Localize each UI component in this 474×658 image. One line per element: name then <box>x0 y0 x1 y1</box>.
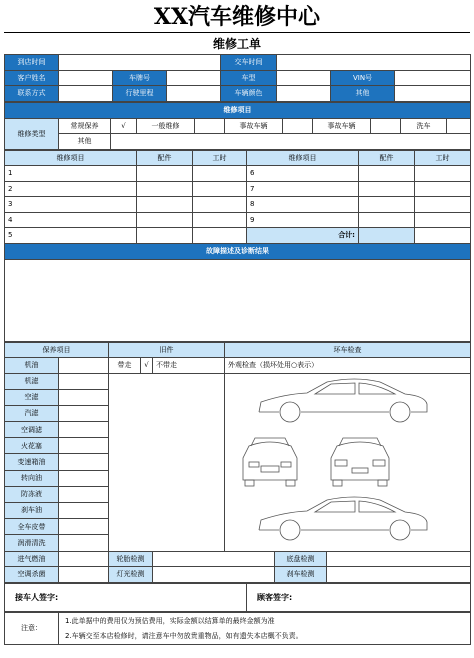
color-label: 车辆颜色 <box>221 86 277 102</box>
maint-check[interactable] <box>59 389 109 405</box>
repair-type-table <box>4 102 471 150</box>
row-number[interactable]: 6 <box>247 166 359 182</box>
car-side-icon <box>259 379 427 422</box>
maint-item: 刹车油 <box>5 502 59 518</box>
table-row <box>5 212 471 228</box>
maint-item: 火花塞 <box>5 438 59 454</box>
maint-check[interactable] <box>59 519 109 535</box>
car-side-icon <box>259 497 427 540</box>
cell[interactable] <box>359 197 415 213</box>
notes-label: 注意： <box>5 612 59 644</box>
hours-header-right: 工时 <box>415 150 471 166</box>
maint-item: 空调杀菌 <box>5 567 59 583</box>
mileage-label: 行驶里程 <box>113 86 167 102</box>
notes-table <box>4 612 471 645</box>
check-chassis-field[interactable] <box>327 551 471 567</box>
maint-item: 变速箱油 <box>5 454 59 470</box>
plate-field[interactable] <box>167 70 221 86</box>
customer-name-field[interactable] <box>59 70 113 86</box>
color-field[interactable] <box>277 86 331 102</box>
cell[interactable] <box>137 166 193 182</box>
page-title: XX汽车维修中心 <box>153 4 321 30</box>
maint-check[interactable] <box>59 551 109 567</box>
type-general-repair: 一般维修 <box>137 118 195 134</box>
work-order-sheet <box>4 2 470 656</box>
note-line: 1.此单据中的费用仅为预估费用，实际金额以结算单的最终金额为准 <box>65 616 275 625</box>
notes-body <box>59 612 471 644</box>
old-parts-area[interactable] <box>109 373 225 551</box>
fault-description-area[interactable] <box>5 259 471 341</box>
model-label: 车型 <box>221 70 277 86</box>
maint-check[interactable] <box>59 454 109 470</box>
arrive-time-field[interactable] <box>59 55 221 71</box>
arrive-time-label: 到店时间 <box>5 55 59 71</box>
cell[interactable] <box>193 228 247 244</box>
maint-item: 空调滤 <box>5 422 59 438</box>
type-accident-1-check[interactable] <box>283 118 313 134</box>
model-field[interactable] <box>277 70 331 86</box>
table-row <box>5 228 471 244</box>
items-header-left: 维修项目 <box>5 150 137 166</box>
check-tire: 轮胎检测 <box>109 551 153 567</box>
total-hours[interactable] <box>415 228 471 244</box>
contact-field[interactable] <box>59 86 113 102</box>
maintenance-header: 保养项目 <box>5 342 109 358</box>
car-front-icon <box>243 438 297 486</box>
cell[interactable] <box>137 212 193 228</box>
maint-item: 转向油 <box>5 470 59 486</box>
maint-check[interactable] <box>59 422 109 438</box>
cell[interactable] <box>415 197 471 213</box>
repair-items-table <box>4 150 471 342</box>
car-diagram-cell <box>225 373 471 551</box>
parts-header-left: 配件 <box>137 150 193 166</box>
cell[interactable] <box>193 212 247 228</box>
maint-item: 润滑清洗 <box>5 535 59 551</box>
cell[interactable] <box>137 181 193 197</box>
cell[interactable] <box>193 197 247 213</box>
car-diagram[interactable] <box>225 374 470 549</box>
row-number[interactable]: 9 <box>247 212 359 228</box>
signature-table <box>4 583 471 612</box>
type-other-label: 其他 <box>59 134 111 150</box>
cell[interactable] <box>359 166 415 182</box>
table-row <box>5 197 471 213</box>
note-line: 2.车辆交至本店检修时，请注意车中勿放贵重物品，如有遗失本店概不负责。 <box>65 631 303 640</box>
type-accident-1: 事故车辆 <box>225 118 283 134</box>
repair-items-band: 维修项目 <box>5 102 471 118</box>
check-light: 灯光检测 <box>109 567 153 583</box>
inspection-note: 外观检查（损坏处用○表示） <box>225 358 471 374</box>
row-number[interactable]: 7 <box>247 181 359 197</box>
maint-check[interactable] <box>59 358 109 374</box>
deliver-time-label: 交车时间 <box>221 55 277 71</box>
old-take: 带走 <box>109 358 141 374</box>
customer-signature[interactable]: 顾客签字: <box>247 583 471 611</box>
type-car-wash: 洗车 <box>401 118 447 134</box>
check-tire-field[interactable] <box>153 551 275 567</box>
maint-item: 机滤 <box>5 373 59 389</box>
maint-check[interactable] <box>59 373 109 389</box>
maint-check[interactable] <box>59 438 109 454</box>
row-number[interactable]: 8 <box>247 197 359 213</box>
maint-item: 机油 <box>5 358 59 374</box>
old-parts-header: 旧件 <box>109 342 225 358</box>
row-number[interactable]: 4 <box>5 212 137 228</box>
deliver-time-field[interactable] <box>277 55 471 71</box>
vin-field[interactable] <box>395 70 471 86</box>
type-accident-2-check[interactable] <box>371 118 401 134</box>
type-accident-2: 事故车辆 <box>313 118 371 134</box>
total-parts[interactable] <box>359 228 415 244</box>
cell[interactable] <box>415 166 471 182</box>
customer-name-label: 客户姓名 <box>5 70 59 86</box>
hours-header-left: 工时 <box>193 150 247 166</box>
cell[interactable] <box>359 212 415 228</box>
type-general-check[interactable] <box>195 118 225 134</box>
total-label: 合计: <box>247 228 359 244</box>
vin-label: VIN号 <box>331 70 395 86</box>
cell[interactable] <box>137 228 193 244</box>
info-table <box>4 54 471 102</box>
old-take-check[interactable]: √ <box>141 358 153 374</box>
other-label: 其他 <box>331 86 395 102</box>
maint-check[interactable] <box>59 470 109 486</box>
maint-item: 全车皮带 <box>5 519 59 535</box>
other-field[interactable] <box>395 86 471 102</box>
maint-item: 空滤 <box>5 389 59 405</box>
type-regular-maintenance: 常规保养 <box>59 118 111 134</box>
maintenance-table <box>4 342 471 583</box>
plate-label: 车牌号 <box>113 70 167 86</box>
repair-type-label: 维修类型 <box>5 118 59 149</box>
maint-check[interactable] <box>59 567 109 583</box>
receiver-signature[interactable]: 接车人签字: <box>5 583 247 611</box>
maint-item: 进气燃油 <box>5 551 59 567</box>
maint-check[interactable] <box>59 405 109 421</box>
type-regular-check[interactable]: √ <box>111 118 137 134</box>
parts-header-right: 配件 <box>359 150 415 166</box>
maint-item: 汽滤 <box>5 405 59 421</box>
row-number[interactable]: 5 <box>5 228 137 244</box>
cell[interactable] <box>137 197 193 213</box>
row-number[interactable]: 1 <box>5 166 137 182</box>
row-number[interactable]: 2 <box>5 181 137 197</box>
cell[interactable] <box>359 181 415 197</box>
old-not-take: 不带走 <box>153 358 225 374</box>
check-light-field[interactable] <box>153 567 275 583</box>
maint-item: 防冻液 <box>5 486 59 502</box>
maint-check[interactable] <box>59 535 109 551</box>
form-subtitle: 维修工单 <box>4 32 470 54</box>
cell[interactable] <box>193 181 247 197</box>
inspection-header: 环车检查 <box>225 342 471 358</box>
check-brake: 刹车检测 <box>275 567 327 583</box>
row-number[interactable]: 3 <box>5 197 137 213</box>
cell[interactable] <box>193 166 247 182</box>
mileage-field[interactable] <box>167 86 221 102</box>
items-header-right: 维修项目 <box>247 150 359 166</box>
maint-check[interactable] <box>59 502 109 518</box>
check-brake-field[interactable] <box>327 567 471 583</box>
cell[interactable] <box>415 181 471 197</box>
contact-label: 联系方式 <box>5 86 59 102</box>
table-row <box>5 166 471 182</box>
type-car-wash-check[interactable] <box>447 118 471 134</box>
cell[interactable] <box>415 212 471 228</box>
type-other-field[interactable] <box>111 134 471 150</box>
maint-check[interactable] <box>59 486 109 502</box>
check-chassis: 底盘检测 <box>275 551 327 567</box>
fault-band: 故障描述及诊断结果 <box>5 243 471 259</box>
car-rear-icon <box>331 438 389 486</box>
table-row <box>5 181 471 197</box>
